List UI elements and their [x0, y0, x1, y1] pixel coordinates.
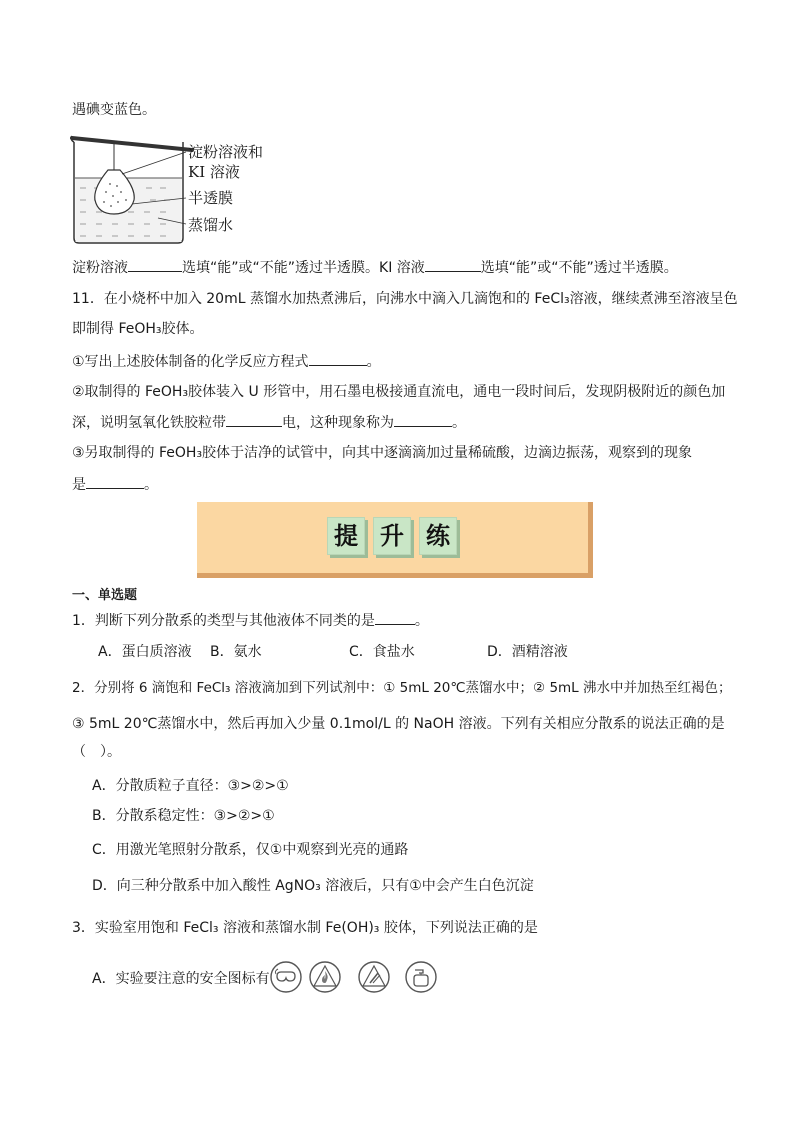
- q1-option-b[interactable]: B．氨水: [210, 644, 262, 660]
- banner-char-2: 升: [373, 517, 411, 555]
- q11-part3-line1: ③另取制得的 FeOH₃胶体于洁净的试管中，向其中逐滴滴加过量稀硫酸，边滴边振荡，观察到的现象: [72, 445, 693, 461]
- q1-option-d[interactable]: D．酒精溶液: [487, 644, 568, 660]
- label-starch-ki-2: KI 溶液: [188, 163, 240, 181]
- q2-stem-line3: （ ）。: [72, 744, 121, 760]
- q1-option-a[interactable]: A．蛋白质溶液: [98, 644, 192, 660]
- banner-char-1: 提: [327, 517, 365, 555]
- banner-char-3: 练: [419, 517, 457, 555]
- q2-stem-line2: ③ 5mL 20℃蒸馏水中，然后再加入少量 0.1mol/L 的 NaOH 溶液。下列有关相应分散系的说法正确的是: [72, 716, 725, 732]
- q11-part2-line1: ②取制得的 FeOH₃胶体装入 U 形管中，用石墨电极接通直流电，通电一段时间后，发现阴极附近的颜色加: [72, 384, 726, 400]
- hand-wash-icon: [405, 961, 437, 993]
- section-banner: [197, 502, 593, 578]
- q11-part1: ①写出上述胶体制备的化学反应方程式 。: [72, 351, 381, 372]
- q2-option-d[interactable]: D．向三种分散系中加入酸性 AgNO₃ 溶液后，只有①中会产生白色沉淀: [92, 878, 534, 894]
- answer-blank-observation[interactable]: [86, 474, 144, 489]
- q1-stem: 1．判断下列分散系的类型与其他液体不同类的是 。: [72, 610, 429, 631]
- answer-blank-charge[interactable]: [226, 412, 282, 427]
- q11-stem-line1: 11．在小烧杯中加入 20mL 蒸馏水加热煮沸后，向沸水中滴入几滴饱和的 FeCl₃溶液，继续煮沸至溶液呈色: [72, 291, 738, 307]
- q2-stem-line1: 2．分别将 6 滴饱和 FeCl₃ 溶液滴加到下列试剂中：① 5mL 20℃蒸馏水中；② 5mL 沸水中并加热至红褐色；: [72, 680, 732, 696]
- label-semipermeable-membrane: 半透膜: [188, 189, 234, 207]
- answer-blank-q1[interactable]: [375, 610, 415, 625]
- carryover-line: 遇碘变蓝色。: [72, 102, 156, 118]
- answer-blank-starch[interactable]: [128, 257, 182, 272]
- q2-option-c[interactable]: C．用激光笔照射分散系，仅①中观察到光亮的通路: [92, 842, 409, 858]
- q10-fill-line: 淀粉溶液 选填“能”或“不能”透过半透膜。KI 溶液 选填“能”或“不能”透过半透膜。: [72, 257, 678, 278]
- label-starch-ki-1: 淀粉溶液和: [188, 143, 264, 161]
- q3-stem: 3．实验室用饱和 FeCl₃ 溶液和蒸馏水制 Fe(OH)₃ 胶体，下列说法正确的是: [72, 920, 538, 936]
- dialysis-beaker-figure: [66, 130, 196, 246]
- answer-blank-phenomenon[interactable]: [394, 412, 452, 427]
- section-title: 一、单选题: [72, 588, 138, 603]
- hot-surface-icon: [358, 961, 390, 993]
- q3-option-a[interactable]: A．实验要注意的安全图标有: [92, 971, 270, 987]
- answer-blank-equation[interactable]: [309, 351, 367, 366]
- q11-part2-line2: 深，说明氢氧化铁胶粒带 电，这种现象称为 。: [72, 412, 466, 433]
- q2-option-a[interactable]: A．分散质粒子直径：③>②>①: [92, 778, 289, 794]
- q11-stem-line2: 即制得 FeOH₃胶体。: [72, 321, 204, 337]
- q1-option-c[interactable]: C．食盐水: [349, 644, 415, 660]
- label-distilled-water: 蒸馏水: [188, 216, 234, 234]
- goggles-icon: [270, 961, 302, 993]
- answer-blank-ki[interactable]: [425, 257, 481, 272]
- q11-part3-line2: 是 。: [72, 474, 158, 495]
- flame-icon: [309, 961, 341, 993]
- q2-option-b[interactable]: B．分散系稳定性：③>②>①: [92, 808, 275, 824]
